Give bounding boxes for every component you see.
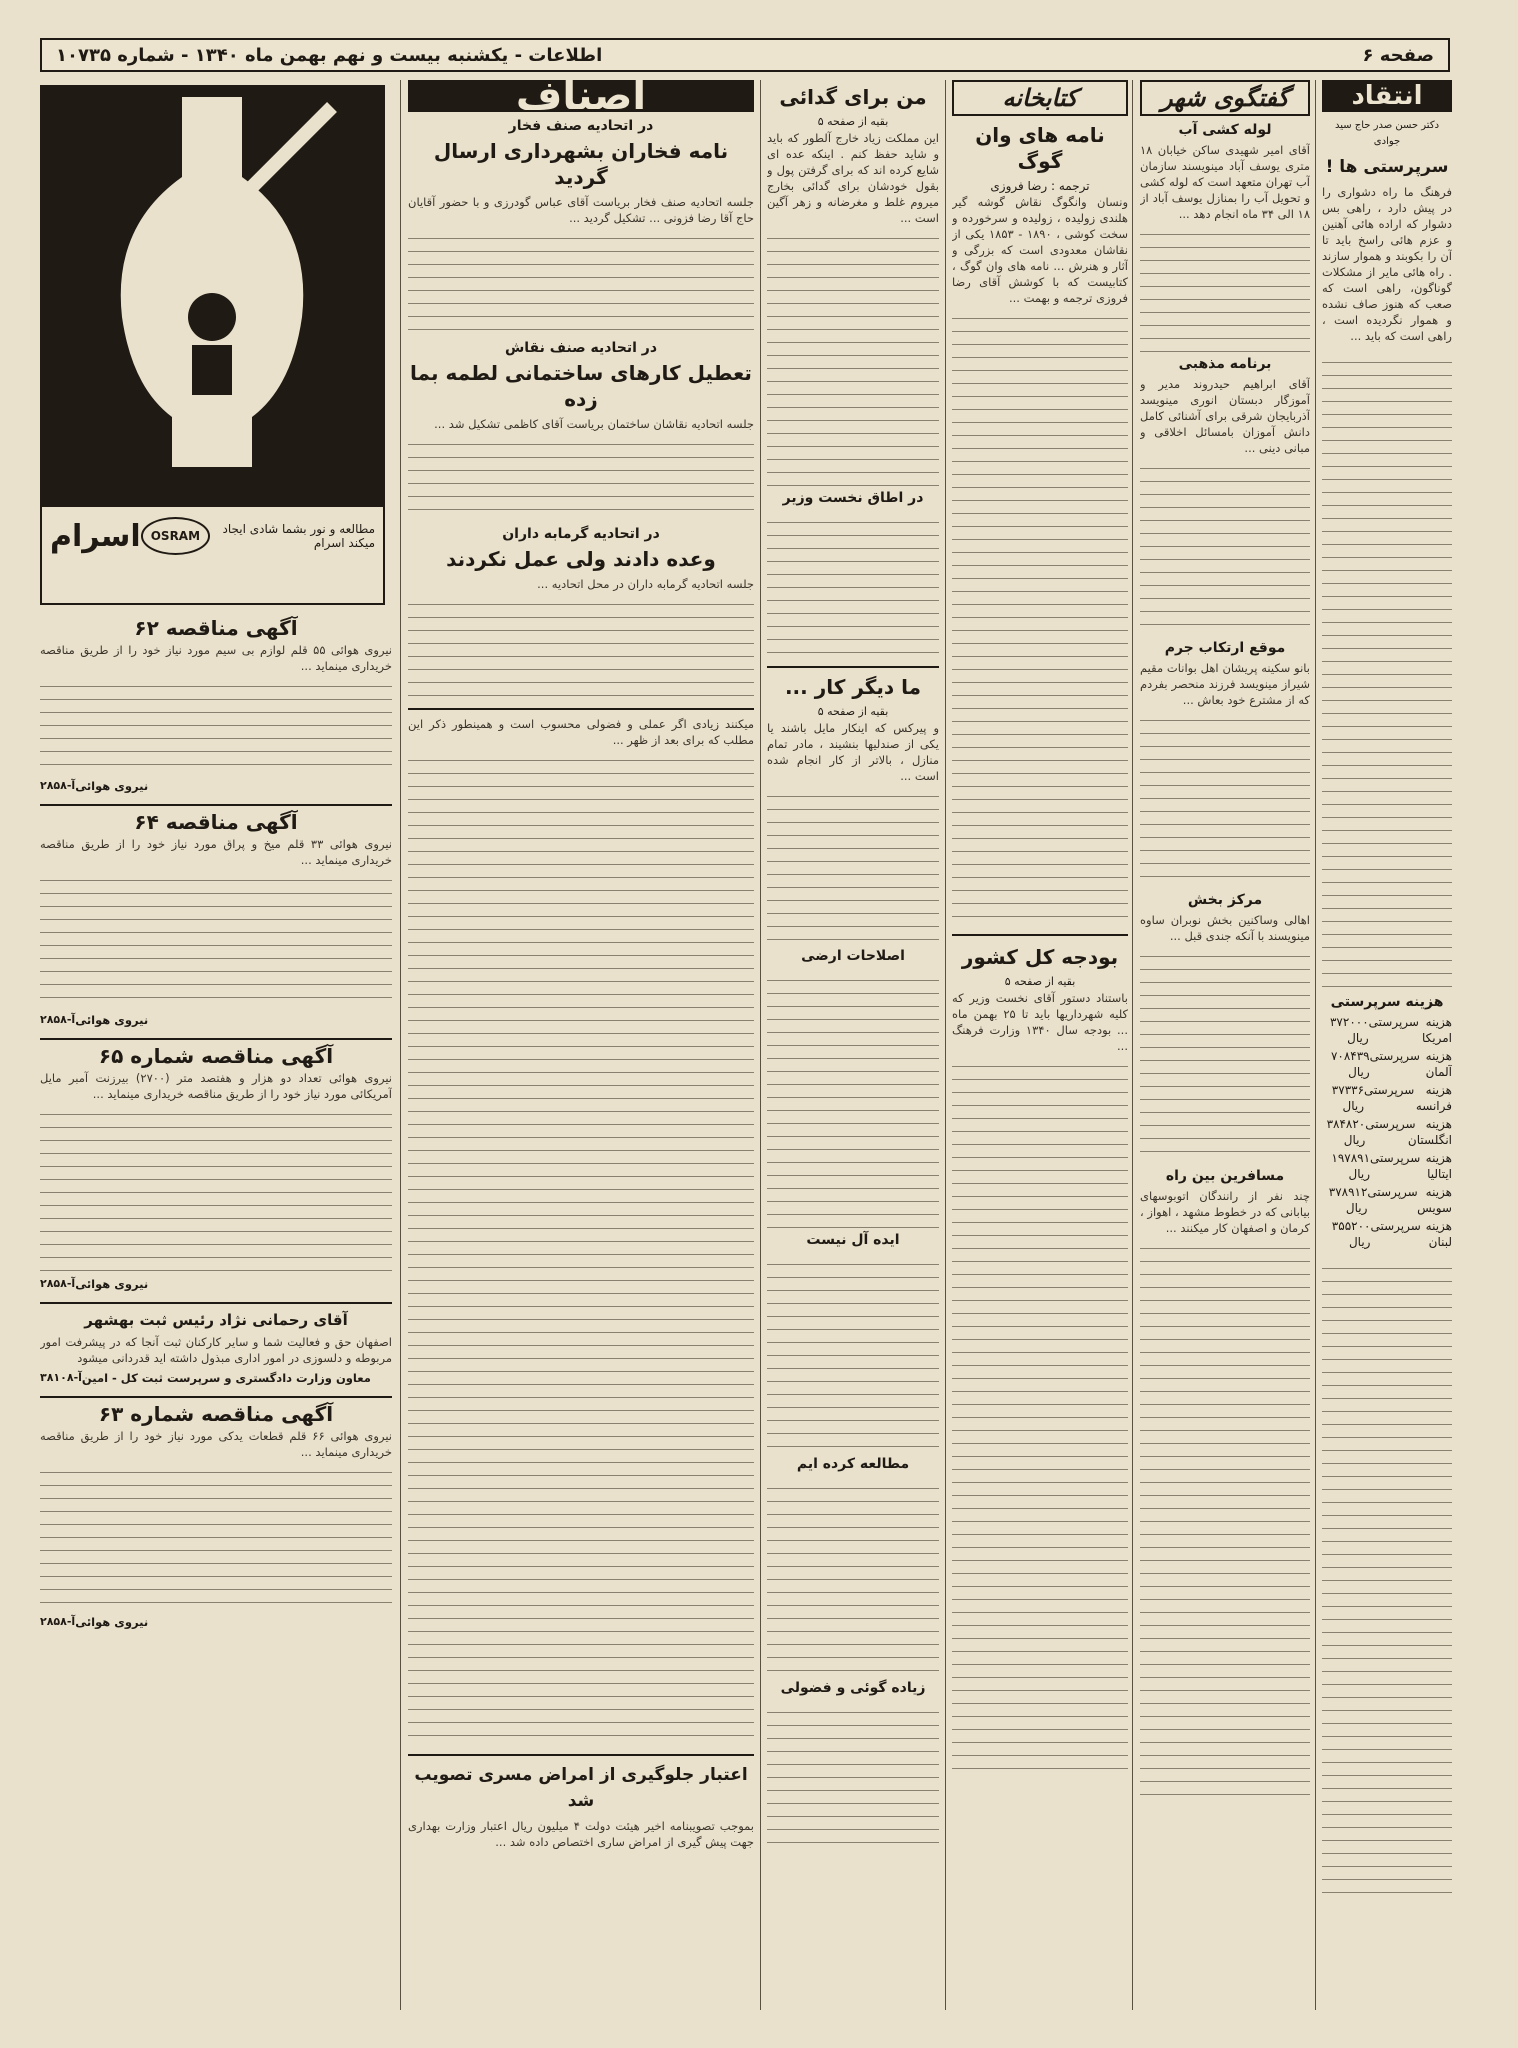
divider: [40, 1302, 392, 1304]
divider: [952, 934, 1128, 936]
article-text-block: [1140, 708, 1310, 888]
column-goftogoo: [1140, 80, 1310, 2010]
ad-signature: آ-۳۸۱۰۸ معاون وزارت دادگستری و سرپرست ثبت کل - امین: [40, 1371, 371, 1385]
subhead: اصلاحات ارضی: [801, 948, 905, 964]
cost-row: هزینه سرپرستی ایتالیا ۱۹۷۸۹۱ ریال: [1331, 1151, 1452, 1181]
cost-row: هزینه سرپرستی لبنان ۳۵۵۲۰۰ ریال: [1331, 1219, 1452, 1249]
page-number: صفحه ۶: [1362, 44, 1434, 66]
divider: [40, 804, 392, 806]
article-title: نامه های وان گوگ: [975, 123, 1105, 173]
article-text-block: [952, 1054, 1128, 1774]
section-title: هزینه سرپرستی: [1330, 994, 1444, 1010]
item-body: چند نفر از رانندگان اتوبوسهای بیابانی که در خطوط مشهد ، اهواز ، کرمان و اصفهان کار میکنند ...: [1140, 1189, 1310, 1235]
column-ads: [40, 612, 392, 2012]
headline: نامه فخاران بشهرداری ارسال گردید: [433, 139, 729, 189]
item-title: موقع ارتکاب جرم: [1164, 640, 1286, 656]
article-body: جلسه اتحادیه گرمابه داران در محل اتحادیه ...: [537, 577, 754, 591]
ad-body: نیروی هوائی تعداد دو هزار و هفتصد متر (۲۷۰۰) بیرزنت آمبر مایل آمریکائی مورد نیاز خود را از طریق مناقصه خریداری مینماید ...: [40, 1071, 392, 1101]
divider: [767, 666, 939, 668]
budget-title: بودجه کل کشور: [961, 945, 1119, 969]
asnaf-logo: اصناف: [408, 80, 754, 112]
article-text-block: [1140, 222, 1310, 352]
item-title: برنامه مذهبی: [1178, 356, 1272, 372]
headline: تعطیل کارهای ساختمانی لطمه بما زده: [410, 361, 752, 411]
ad-signature: آ-۲۸۵۸ نیروی هوائی: [40, 779, 149, 793]
divider: [40, 1396, 392, 1398]
tender-ad: [40, 1044, 392, 1292]
article-body: جلسه اتحادیه نقاشان ساختمان بریاست آقای کاظمی تشکیل شد ...: [434, 417, 754, 431]
issue-line: اطلاعات - یکشنبه بیست و نهم بهمن ماه ۱۳۴۰ - شماره ۱۰۷۳۵: [56, 44, 603, 66]
column-asnaf: [408, 80, 754, 2010]
article-body: بموجب تصویبنامه اخیر هیئت دولت ۴ میلیون ریال اعتبار وزارت بهداری جهت پیش گیری از امراض ساری اختصاص داده شد ...: [408, 1819, 754, 1849]
ad-signature: آ-۲۸۵۸ نیروی هوائی: [40, 1013, 149, 1027]
byline: دکتر حسن صدر حاج سید جوادی: [1334, 120, 1440, 147]
osram-ad: [40, 85, 385, 605]
article-subtitle-2: بقیه از صفحه ۵: [817, 705, 889, 718]
article-title-2: ما دیگر کار ...: [784, 675, 922, 699]
column-rule: [945, 80, 946, 2010]
divider: [40, 1038, 392, 1040]
column-ketabkhane: [952, 80, 1128, 2010]
item-body: بانو سکینه پریشان اهل بوانات مقیم شیراز مینویسد فرزند منحصر بفردم که از مشترع خود بعاش ...: [1140, 661, 1310, 707]
cost-list: [1322, 1014, 1452, 1250]
article-body-2: و پیرکس که اینکار مایل باشند یا یکی از صندلیها بنشیند ، مادر تمام منازل ، بالاتر از کار انجام شده است ...: [767, 721, 939, 783]
article-text-block: [408, 592, 754, 702]
cost-row: هزینه سرپرستی آلمان ۷۰۸۴۳۹ ریال: [1330, 1049, 1452, 1079]
budget-body: باستناد دستور آقای نخست وزیر که کلیه شهرداریها باید تا ۲۵ بهمن ماه ... بودجه سال ۱۳۴۰ وزارت فرهنگ ...: [952, 991, 1128, 1053]
column-enteghad: [1322, 80, 1452, 2010]
ad-body: اصفهان حق و فعالیت شما و سایر کارکنان ثبت آنجا که در پیشرفت امور مربوطه و دلسوزی در امور اداری مبذول داشته اید قدردانی میشود: [40, 1335, 392, 1365]
subhead: مطالعه کرده ایم: [796, 1456, 910, 1472]
headline: اعتبار جلوگیری از امراض مسری تصویب شد: [414, 1765, 748, 1811]
byline: ترجمه : رضا فروزی: [990, 179, 1090, 193]
article-text-block: [767, 1476, 939, 1676]
subhead: در اطاق نخست وزیر: [782, 490, 924, 506]
ad-body: نیروی هوائی ۵۵ قلم لوازم بی سیم مورد نیاز خود را از طریق مناقصه خریداری مینماید ...: [40, 643, 392, 673]
article-text-block: [767, 784, 939, 944]
tender-ad: [40, 1402, 392, 1630]
column-rule: [400, 80, 401, 2010]
item-body: اهالی وساکنین بخش نوبران ساوه مینویسند با آنکه جندی قبل ...: [1140, 913, 1310, 943]
ad-title: آقای رحمانی نژاد رئیس ثبت بهشهر: [84, 1311, 348, 1329]
article-title: من برای گدائی: [779, 85, 927, 109]
article-text-block: [1140, 1236, 1310, 1796]
divider: [408, 708, 754, 710]
kicker: در اتحادیه صنف فخار: [508, 118, 654, 134]
subhead: زیاده گوئی و فضولی: [780, 1680, 926, 1696]
article-text-block: [40, 1460, 392, 1610]
article-title: سرپرستی ها !: [1325, 157, 1449, 177]
osram-caption: [42, 511, 383, 561]
goftogoo-logo: گفتگوی شهر: [1140, 80, 1310, 116]
ad-signature: آ-۲۸۵۸ نیروی هوائی: [40, 1277, 149, 1291]
budget-subtitle: بقیه از صفحه ۵: [1004, 975, 1076, 988]
kicker: در اتحادیه گرمابه داران: [502, 526, 660, 542]
column-rule: [1315, 80, 1316, 2010]
ad-body: نیروی هوائی ۳۳ قلم میخ و پراق مورد نیاز خود را از طریق مناقصه خریداری مینماید ...: [40, 837, 392, 867]
ad-title: آگهی مناقصه شماره ۶۳: [98, 1402, 334, 1426]
article-text-block: [408, 748, 754, 1748]
article-text-block: [1140, 456, 1310, 636]
article-text-block: [767, 968, 939, 1228]
cost-row: هزینه سرپرستی انگلستان ۳۸۴۸۲۰ ریال: [1326, 1117, 1452, 1147]
ad-title: آگهی مناقصه شماره ۶۵: [98, 1044, 334, 1068]
article-text-block: [40, 1102, 392, 1272]
column-rule: [760, 80, 761, 2010]
article-text-block: [1322, 350, 1452, 990]
article-text-block: [1322, 1256, 1452, 1896]
article-text-block: [40, 868, 392, 1008]
article-text-block: [767, 510, 939, 660]
ketabkhane-logo: کتابخانه: [952, 80, 1128, 116]
article-body: ونسان وانگوگ نقاش گوشه گیر هلندی زولیده ، زولیده و سرخورده و سخت کوشی ، ۱۸۹۰ - ۱۸۵۳ یکی از نقاشان معدودی است که بزرگی و آثار و هنرش ... نامه های وان گوگ ، کتابیست که با کوشش آقای رضا فروزی ترجمه و بهمت ...: [952, 195, 1128, 305]
item-title: لوله کشی آب: [1178, 122, 1272, 138]
osram-text: مطالعه و نور بشما شادی ایجاد میکند اسرام: [222, 522, 375, 550]
article-text-block: [40, 674, 392, 774]
article-text-block: [952, 306, 1128, 926]
osram-brand: اسرام: [50, 518, 141, 554]
ad-title: آگهی مناقصه ۶۴: [134, 810, 298, 834]
article-body: جلسه اتحادیه صنف فخار بریاست آقای عباس گودرزی و با حضور آقایان حاج آقا رضا فزونی ... تشکیل گردید ...: [408, 195, 754, 225]
column-rule: [1132, 80, 1133, 2010]
ad-title: آگهی مناقصه ۶۲: [134, 616, 298, 640]
ad-body: نیروی هوائی ۶۶ قلم قطعات یدکی مورد نیاز خود را از طریق مناقصه خریداری مینماید ...: [40, 1429, 392, 1459]
masthead: [40, 38, 1450, 72]
tender-ad: [40, 616, 392, 794]
enteghad-logo: انتقاد: [1322, 80, 1452, 112]
osram-badge: OSRAM: [141, 517, 210, 555]
lightbulb-illustration: [42, 87, 383, 507]
cost-row: هزینه سرپرستی فرانسه ۳۷۳۳۶ ریال: [1331, 1083, 1452, 1113]
article-body: میکنند زیادی اگر عملی و فضولی محسوب است و همینطور ذکر این مطلب که برای بعد از ظهر ...: [408, 717, 754, 747]
article-text-block: [408, 226, 754, 336]
item-body: آقای امیر شهیدی ساکن خیابان ۱۸ متری یوسف آباد مینویسند سازمان آب تهران متعهد است که لوله کشی و تحویل آب را بمنازل یوسف آباد از ۱۸ الی ۳۴ ماه انجام دهد ...: [1140, 143, 1310, 221]
tender-ad: [40, 810, 392, 1028]
article-text-block: [767, 1252, 939, 1452]
article-subtitle: بقیه از صفحه ۵: [817, 115, 889, 128]
cost-row: هزینه سرپرستی سویس ۳۷۸۹۱۲ ریال: [1328, 1185, 1452, 1215]
article-body: این مملکت زیاد خارج آلطور که باید و شاید حفظ کنم . اینکه عده ای شایع کرده اند که برای گرفتن پول و بقول خودشان برای گدائی بخارج میروم غلط و مغرضانه و زهر آگین است ...: [767, 131, 939, 225]
notice-ad: [40, 1312, 392, 1386]
item-title: مرکز بخش: [1187, 892, 1263, 908]
item-title: مسافرین بین راه: [1165, 1168, 1285, 1184]
ad-signature: آ-۲۸۵۸ نیروی هوائی: [40, 1615, 149, 1629]
column-gedaei: [767, 80, 939, 2010]
article-text-block: [408, 432, 754, 522]
article-text-block: [767, 226, 939, 486]
cost-row: هزینه سرپرستی امریکا ۳۷۲۰۰۰ ریال: [1329, 1015, 1452, 1045]
item-body: آقای ابراهیم حیدروند مدیر و آموزگار دبستان انوری مینویسد آذربایجان شرقی برای آشنائی کامل دانش آموزان بامسائل اخلاقی و مبانی دینی ...: [1140, 377, 1310, 455]
divider: [408, 1754, 754, 1756]
subhead: ایده آل نیست: [806, 1232, 900, 1248]
article-body: فرهنگ ما راه دشواری را در پیش دارد ، راهی بس دشوار که اراده هائی آهنین و عزم هائی راسخ باید تا آن را بکوبند و هموار سازند . راه هائی مایر از مشکلات گوناگون، راهی است که صعب که هنوز صاف نشده و هموار نگردیده است ، راهی است که باید ...: [1322, 185, 1452, 343]
article-text-block: [1140, 944, 1310, 1164]
kicker: در اتحادیه صنف نقاش: [504, 340, 658, 356]
article-text-block: [767, 1700, 939, 1850]
headline: وعده دادند ولی عمل نکردند: [446, 547, 716, 571]
